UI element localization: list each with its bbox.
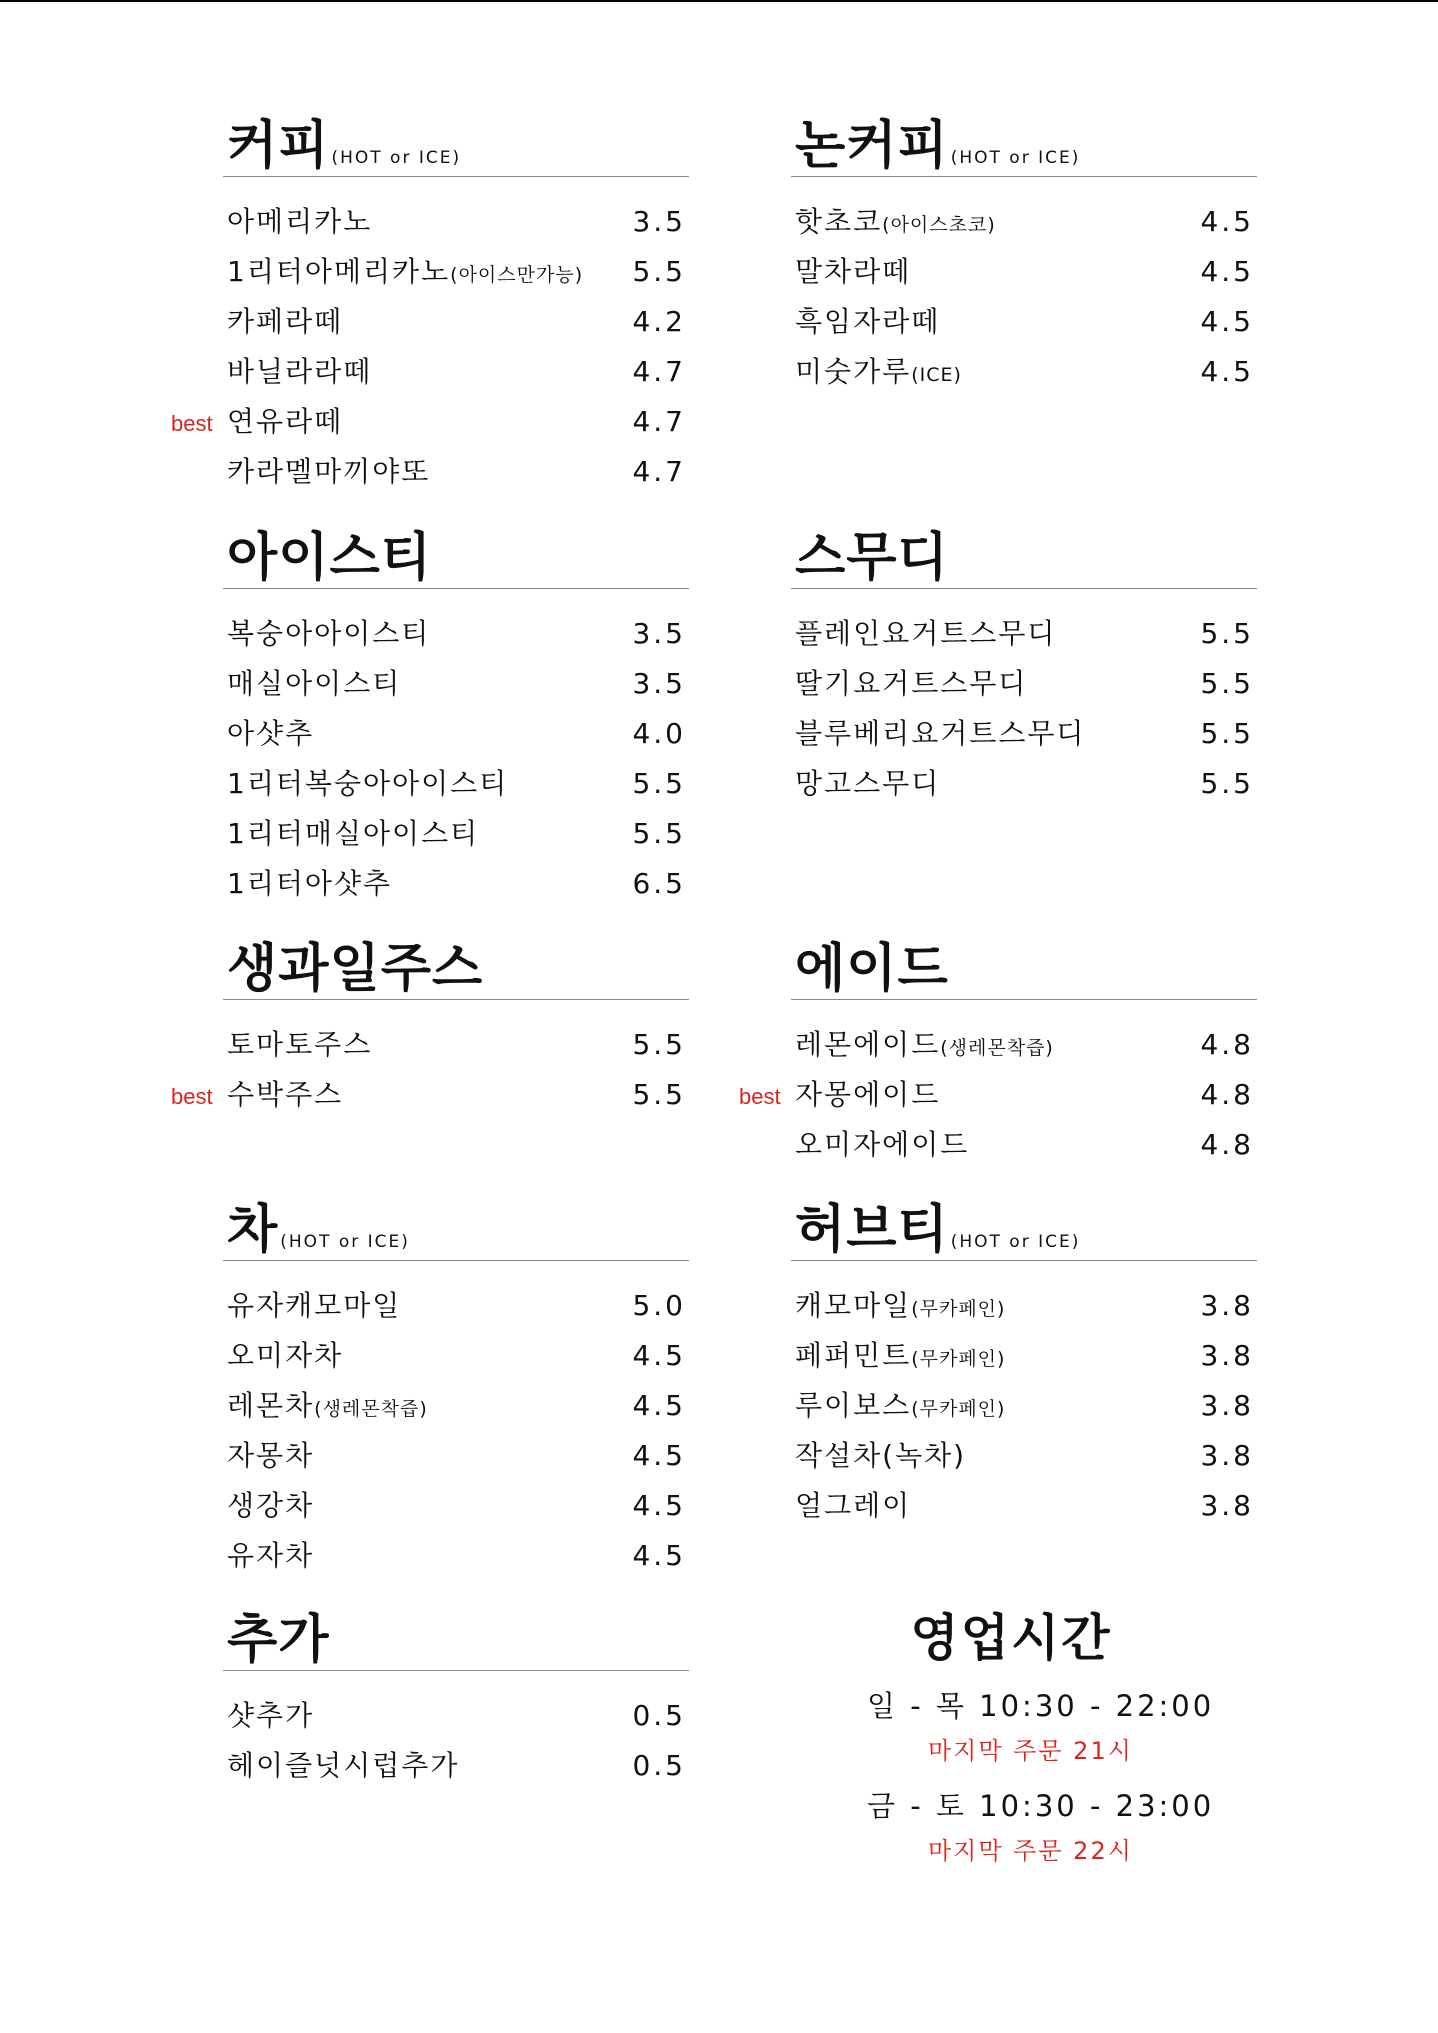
menu-item — [791, 659, 1257, 709]
item-name: 1리터아메리카노(아이스만가능) — [227, 255, 584, 288]
item-price: 6.5 — [632, 867, 686, 900]
menu-item — [223, 1431, 689, 1481]
item-name: 1리터아샷추 — [227, 867, 393, 900]
section-header — [791, 1198, 1257, 1261]
item-note: (ICE) — [911, 364, 962, 386]
item-name: 복숭아아이스티 — [227, 617, 431, 650]
item-name: 매실아이스티 — [227, 667, 402, 700]
menu-item — [791, 1020, 1257, 1070]
menu-item — [791, 1281, 1257, 1331]
item-name: 플레인요거트스무디 — [795, 617, 1057, 650]
item-price: 4.5 — [1200, 255, 1254, 288]
item-note: (아이스만가능) — [450, 264, 584, 286]
item-name: 얼그레이 — [795, 1489, 912, 1522]
menu-item — [223, 1281, 689, 1331]
item-price: 4.5 — [632, 1439, 686, 1472]
section-title: 아이스티 — [227, 528, 432, 588]
section-extra — [223, 1608, 689, 1791]
menu-item — [223, 859, 689, 909]
item-price: 4.7 — [632, 455, 686, 488]
item-price: 4.7 — [632, 405, 686, 438]
weekday-hours: 일 - 목 10:30 - 22:00 — [867, 1689, 1215, 1723]
item-price: 3.8 — [1200, 1489, 1254, 1522]
menu-item — [223, 709, 689, 759]
menu-item — [223, 1741, 689, 1791]
section-title: 스무디 — [795, 528, 949, 588]
section-herb-tea — [791, 1198, 1257, 1531]
section-header — [791, 114, 1257, 177]
menu-item — [223, 759, 689, 809]
section-title: 생과일주스 — [227, 939, 484, 999]
item-price: 4.5 — [1200, 355, 1254, 388]
item-name: 헤이즐넛시럽추가 — [227, 1749, 460, 1782]
section-coffee — [171, 114, 689, 497]
section-header — [791, 937, 1257, 1000]
item-price: 4.8 — [1200, 1028, 1254, 1061]
menu-item — [791, 759, 1257, 809]
section-header — [223, 1608, 689, 1671]
item-price: 3.8 — [1200, 1339, 1254, 1372]
item-price: 4.5 — [632, 1539, 686, 1572]
menu-item — [791, 609, 1257, 659]
item-price: 3.5 — [632, 205, 686, 238]
business-hours — [791, 1608, 1257, 1865]
item-price: 5.5 — [632, 817, 686, 850]
item-name: 흑임자라떼 — [795, 305, 941, 338]
section-title: 에이드 — [795, 939, 949, 999]
item-price: 4.5 — [632, 1389, 686, 1422]
item-price: 5.5 — [1200, 767, 1254, 800]
menu-item — [223, 1531, 689, 1581]
weekend-last-order: 마지막 주문 22시 — [928, 1837, 1133, 1865]
item-note: (무카페인) — [911, 1298, 1006, 1320]
best-badge: best — [171, 411, 213, 436]
item-name: 페퍼민트(무카페인) — [795, 1339, 1006, 1372]
item-name: 토마토주스 — [227, 1028, 373, 1061]
menu-item — [223, 1331, 689, 1381]
item-name: 레몬에이드(생레몬착즙) — [795, 1028, 1054, 1061]
item-price: 5.5 — [1200, 617, 1254, 650]
item-name: 루이보스(무카페인) — [795, 1389, 1006, 1422]
section-iced-tea — [223, 526, 689, 909]
menu-item — [223, 809, 689, 859]
item-name: 오미자차 — [227, 1339, 344, 1372]
section-title: 논커피 (HOT or ICE) — [795, 116, 1081, 176]
item-price: 4.5 — [632, 1489, 686, 1522]
menu-item — [223, 197, 689, 247]
item-price: 5.5 — [632, 767, 686, 800]
item-name: 생강차 — [227, 1489, 315, 1522]
section-header — [223, 937, 689, 1000]
item-name: 말차라떼 — [795, 255, 912, 288]
item-price: 4.8 — [1200, 1078, 1254, 1111]
section-title: 허브티 (HOT or ICE) — [795, 1200, 1081, 1260]
item-name: 작설차(녹차) — [795, 1439, 967, 1472]
item-name: 자몽차 — [227, 1439, 315, 1472]
menu-item — [791, 1331, 1257, 1381]
menu-item — [739, 1070, 1257, 1120]
item-name: 아메리카노 — [227, 205, 373, 238]
item-price: 5.5 — [632, 1078, 686, 1111]
item-note: (생레몬착즙) — [314, 1398, 428, 1420]
section-header — [223, 114, 689, 177]
item-price: 5.5 — [632, 1028, 686, 1061]
item-price: 5.5 — [632, 255, 686, 288]
item-price: 4.0 — [632, 717, 686, 750]
item-price: 3.8 — [1200, 1289, 1254, 1322]
section-smoothie — [791, 526, 1257, 809]
item-name: 아샷추 — [227, 717, 315, 750]
menu-item — [223, 447, 689, 497]
item-name: 1리터복숭아아이스티 — [227, 767, 509, 800]
menu-item — [791, 1481, 1257, 1531]
section-title: 커피 (HOT or ICE) — [227, 116, 462, 176]
item-price: 0.5 — [632, 1699, 686, 1732]
menu-item — [791, 247, 1257, 297]
item-price: 4.5 — [1200, 305, 1254, 338]
menu-item — [791, 709, 1257, 759]
menu-item — [223, 659, 689, 709]
menu-item — [791, 297, 1257, 347]
section-title: 차 (HOT or ICE) — [227, 1200, 410, 1260]
item-name: 샷추가 — [227, 1699, 315, 1732]
menu-item — [791, 1381, 1257, 1431]
item-price: 4.5 — [632, 1339, 686, 1372]
menu-item — [223, 1381, 689, 1431]
item-name: 레몬차(생레몬착즙) — [227, 1389, 428, 1422]
section-subtitle: (HOT or ICE) — [280, 1232, 410, 1252]
item-note: (생레몬착즙) — [940, 1037, 1054, 1059]
item-price: 4.8 — [1200, 1128, 1254, 1161]
section-subtitle: (HOT or ICE) — [950, 1232, 1081, 1252]
item-name: 오미자에이드 — [795, 1128, 970, 1161]
item-note: (무카페인) — [911, 1348, 1006, 1370]
section-subtitle: (HOT or ICE) — [950, 148, 1081, 168]
menu-item — [223, 247, 689, 297]
menu-item — [223, 347, 689, 397]
menu-item — [171, 1070, 689, 1120]
item-note: (무카페인) — [911, 1398, 1006, 1420]
menu-item — [223, 1691, 689, 1741]
item-name: 카라멜마끼야또 — [227, 455, 431, 488]
item-name: 유자차 — [227, 1539, 315, 1572]
top-border — [0, 0, 1438, 2]
weekend-hours: 금 - 토 10:30 - 23:00 — [867, 1789, 1215, 1823]
menu-item — [791, 1431, 1257, 1481]
item-name: 유자캐모마일 — [227, 1289, 402, 1322]
item-price: 3.8 — [1200, 1439, 1254, 1472]
section-header — [223, 526, 689, 589]
item-price: 4.5 — [1200, 205, 1254, 238]
menu-item — [223, 1020, 689, 1070]
menu-item — [791, 1120, 1257, 1170]
menu-item — [223, 1481, 689, 1531]
menu-item — [223, 297, 689, 347]
item-price: 4.2 — [632, 305, 686, 338]
section-ade — [739, 937, 1257, 1170]
item-name: 딸기요거트스무디 — [795, 667, 1028, 700]
item-price: 0.5 — [632, 1749, 686, 1782]
item-name: 망고스무디 — [795, 767, 941, 800]
menu-item — [791, 197, 1257, 247]
item-price: 5.5 — [1200, 717, 1254, 750]
menu-item — [791, 347, 1257, 397]
best-badge: best — [739, 1084, 781, 1109]
item-name: 연유라떼 — [227, 405, 344, 438]
item-name: 캐모마일(무카페인) — [795, 1289, 1006, 1322]
item-price: 3.8 — [1200, 1389, 1254, 1422]
section-non-coffee — [791, 114, 1257, 397]
item-price: 5.0 — [632, 1289, 686, 1322]
item-price: 3.5 — [632, 667, 686, 700]
item-price: 5.5 — [1200, 667, 1254, 700]
section-title: 추가 — [227, 1610, 330, 1670]
section-juice — [171, 937, 689, 1120]
best-badge: best — [171, 1084, 213, 1109]
item-name: 수박주스 — [227, 1078, 344, 1111]
item-name: 카페라떼 — [227, 305, 344, 338]
menu-item — [223, 609, 689, 659]
item-name: 핫초코(아이스초코) — [795, 205, 996, 238]
item-name: 1리터매실아이스티 — [227, 817, 480, 850]
item-name: 블루베리요거트스무디 — [795, 717, 1086, 750]
section-subtitle: (HOT or ICE) — [331, 148, 462, 168]
hours-title: 영업시간 — [910, 1609, 1112, 1667]
item-name: 자몽에이드 — [795, 1078, 941, 1111]
weekday-last-order: 마지막 주문 21시 — [928, 1737, 1133, 1765]
section-header — [223, 1198, 689, 1261]
section-header — [791, 526, 1257, 589]
item-name: 미숫가루(ICE) — [795, 355, 962, 388]
item-name: 바닐라라떼 — [227, 355, 373, 388]
item-note: (아이스초코) — [882, 214, 996, 236]
item-price: 3.5 — [632, 617, 686, 650]
section-tea — [223, 1198, 689, 1581]
item-price: 4.7 — [632, 355, 686, 388]
menu-item — [171, 397, 689, 447]
